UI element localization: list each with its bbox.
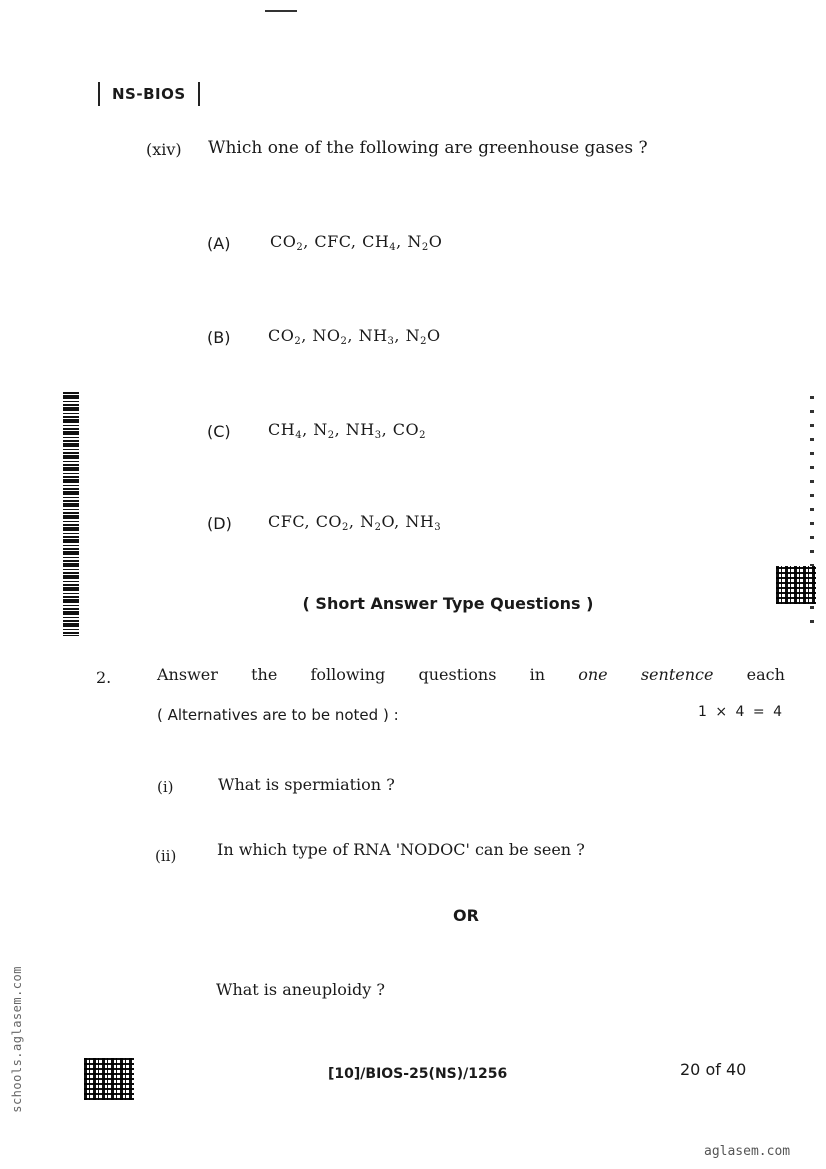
- footer-paper-code: [10]/BIOS-25(NS)/1256: [328, 1066, 508, 1082]
- sub-question-i-number: (i): [157, 778, 174, 796]
- top-mark: [265, 10, 297, 12]
- option-c-text: $CH_4$, $N_2$, $NH_3$, $CO_2$: [268, 420, 427, 441]
- sub-question-ii-text: In which type of RNA 'NODOC' can be seen ?: [217, 840, 585, 859]
- q2-word: Answer: [157, 665, 218, 684]
- page-number: 20 of 40: [680, 1060, 747, 1079]
- option-b-label: (B): [207, 328, 231, 347]
- option-a-text: $CO_2$, CFC, $CH_4$, $N_2O$: [270, 232, 443, 253]
- or-label: OR: [453, 906, 479, 925]
- formula-subscript: 2: [340, 336, 348, 347]
- section-heading: ( Short Answer Type Questions ): [302, 594, 594, 613]
- footer-qr-code: [84, 1058, 134, 1100]
- option-c-label: (C): [207, 422, 231, 441]
- formula-subscript: 2: [296, 242, 304, 253]
- side-watermark: schools.aglasem.com: [10, 966, 24, 1113]
- q2-word: following: [310, 665, 386, 684]
- side-barcode: [63, 392, 79, 636]
- question-xiv-text: Which one of the following are greenhouse gases ?: [208, 138, 648, 158]
- question-2-number: 2.: [96, 668, 112, 687]
- q2-word: the: [251, 665, 278, 684]
- formula-subscript: 2: [421, 242, 429, 253]
- formula-subscript: 4: [389, 242, 397, 253]
- q2-word-italic: sentence: [640, 665, 714, 684]
- subject-code-box: NS-BIOS: [98, 82, 200, 106]
- formula-subscript: 3: [387, 336, 395, 347]
- formula-subscript: 3: [374, 430, 382, 441]
- sub-question-ii-number: (ii): [155, 847, 177, 865]
- q2-word: questions: [418, 665, 497, 684]
- formula-subscript: 2: [327, 430, 335, 441]
- marks-allocation: 1 × 4 = 4: [698, 704, 784, 720]
- q2-word: in: [529, 665, 546, 684]
- formula-subscript: 2: [420, 336, 427, 347]
- formula-subscript: 2: [374, 522, 382, 533]
- question-xiv-number: (xiv): [146, 140, 182, 159]
- q2-word-italic: one: [578, 665, 608, 684]
- q2-word: each: [746, 665, 785, 684]
- option-d-text: CFC, $CO_2$, $N_2O$, $NH_3$: [268, 512, 442, 533]
- formula-subscript: 2: [294, 336, 302, 347]
- formula-subscript: 2: [419, 430, 427, 441]
- formula-subscript: 4: [295, 430, 303, 441]
- option-b-text: $CO_2$, $NO_2$, $NH_3$, $N_2O$: [268, 326, 441, 347]
- sub-question-i-text: What is spermiation ?: [218, 775, 395, 794]
- side-qr-code: [776, 566, 816, 604]
- question-2-subtext: ( Alternatives are to be noted ) :: [157, 706, 399, 724]
- question-2-text: [157, 665, 785, 684]
- formula-subscript: 2: [342, 522, 349, 533]
- option-d-label: (D): [207, 514, 232, 533]
- alternative-question-text: What is aneuploidy ?: [216, 980, 385, 999]
- formula-subscript: 3: [434, 522, 442, 533]
- bottom-watermark: aglasem.com: [704, 1144, 791, 1159]
- option-a-label: (A): [207, 234, 231, 253]
